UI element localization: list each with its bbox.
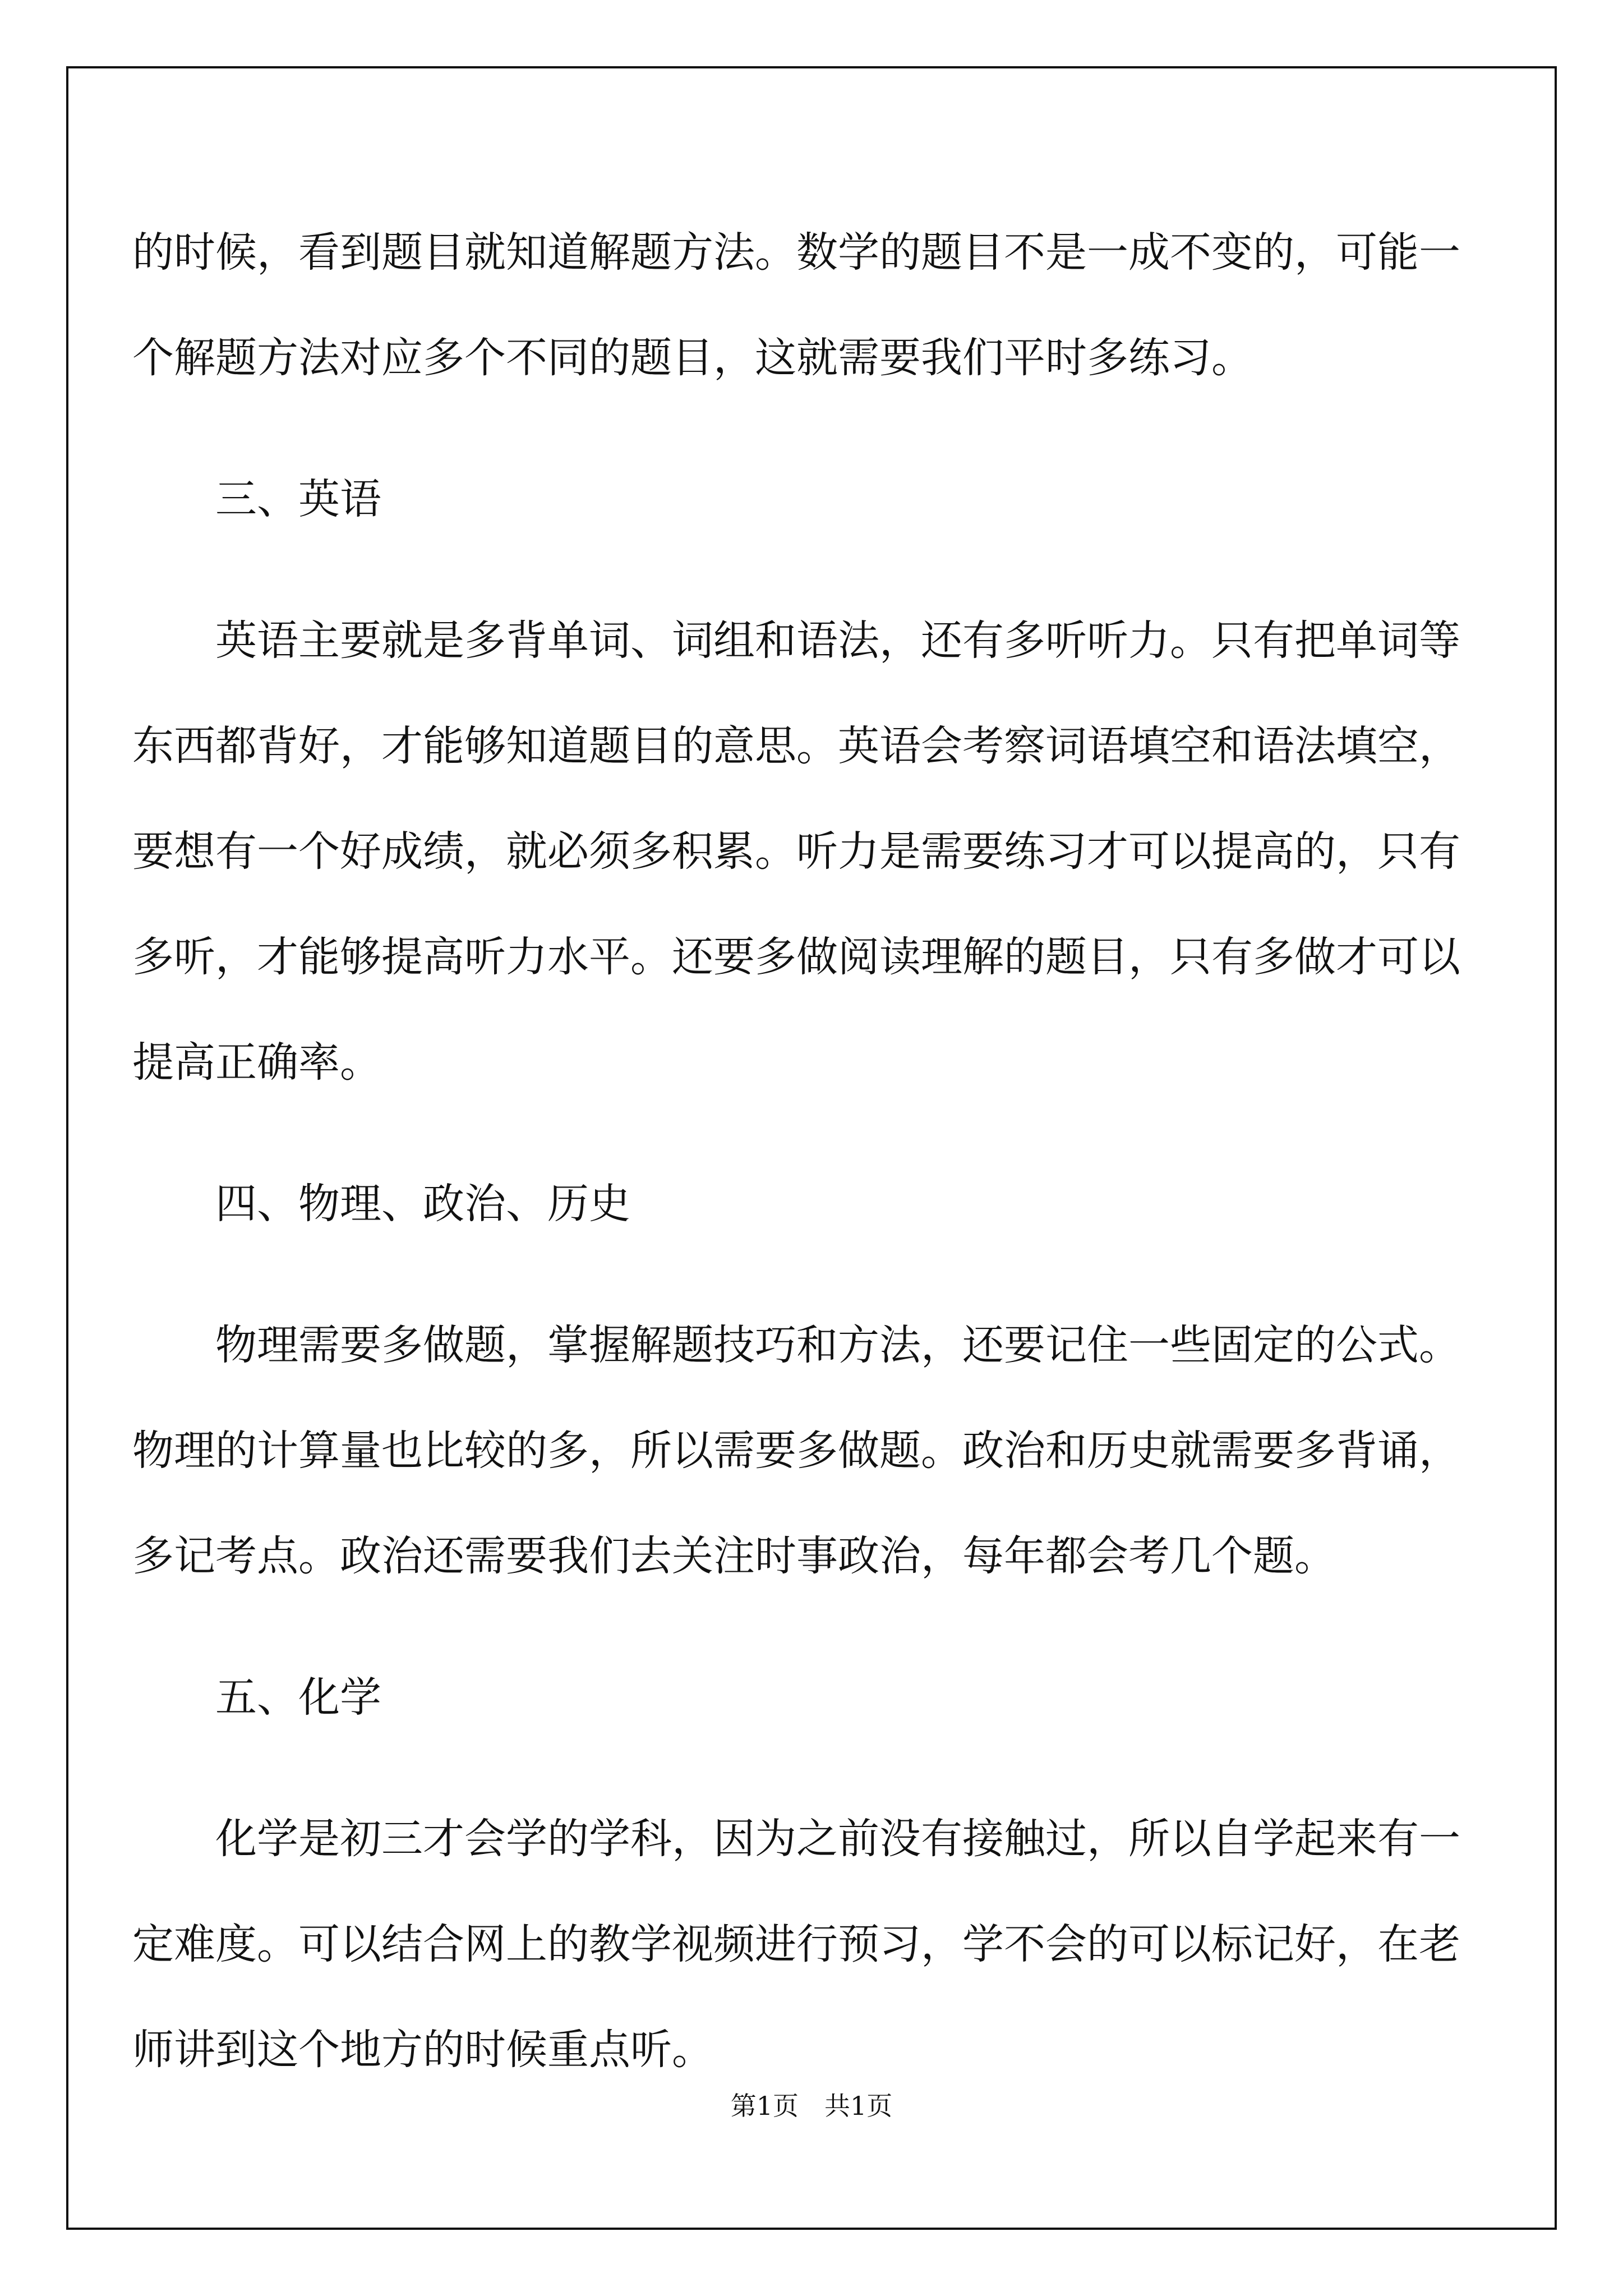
document-body (132, 200, 1495, 2138)
paragraph-english: 英语主要就是多背单词、词组和语法，还有多听听力。只有把单词等东西都背好，才能够知道题目的意思。英语会考察词语填空和语法填空，要想有一个好成绩，就必须多积累。听力是需要练习才可以提高的，只有多听，才能够提高听力水平。还要多做阅读理解的题目，只有多做才可以提高正确率。 (132, 616, 1460, 1087)
section-heading-chemistry: 五、化学 (215, 1673, 381, 1722)
page-footer: 第1页 共1页 (730, 2091, 893, 2121)
paragraph-physics-politics-history: 物理需要多做题，掌握解题技巧和方法，还要记住一些固定的公式。物理的计算量也比较的多，所以需要多做题。政治和历史就需要多背诵，多记考点。政治还需要我们去关注时事政治，每年都会考几个题。 (132, 1321, 1460, 1580)
section-heading-physics-politics-history: 四、物理、政治、历史 (215, 1180, 630, 1228)
paragraph-continuation: 的时候，看到题目就知道解题方法。数学的题目不是一成不变的，可能一个解题方法对应多个不同的题目，这就需要我们平时多练习。 (132, 228, 1460, 382)
paragraph-chemistry: 化学是初三才会学的学科，因为之前没有接触过，所以自学起来有一定难度。可以结合网上的教学视频进行预习，学不会的可以标记好，在老师讲到这个地方的时候重点听。 (132, 1815, 1460, 2074)
section-heading-english: 三、英语 (215, 475, 381, 523)
